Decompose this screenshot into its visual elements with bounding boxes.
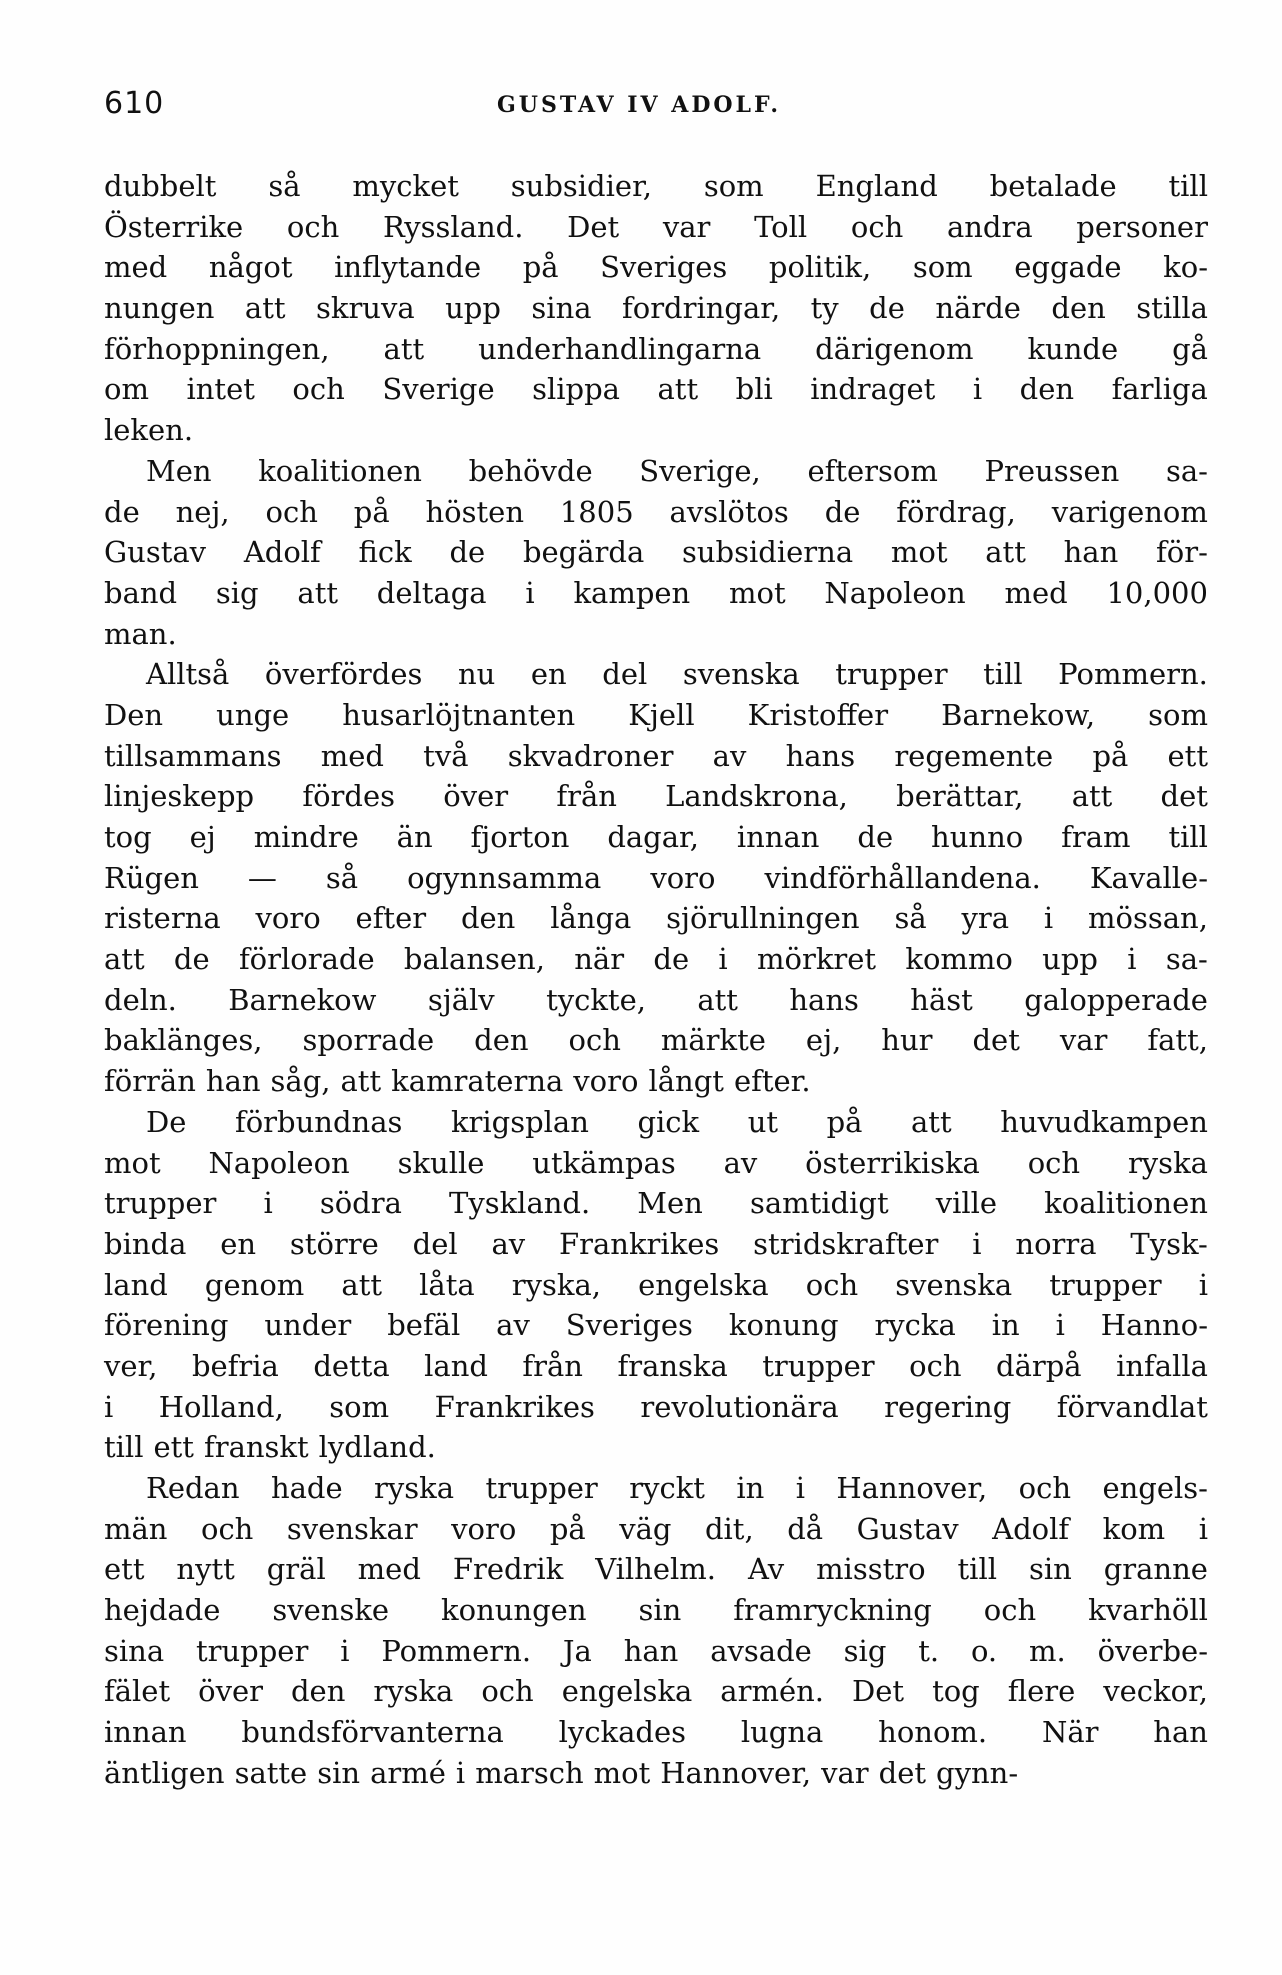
text-line: Den unge husarlöjtnanten Kjell Kristoffer Barnekow, som [104,697,1208,732]
text-line: risterna voro efter den långa sjörullningen så yra i mössan, [104,901,1208,936]
text-line: band sig att deltaga i kampen mot Napoleon med 10,000 [104,575,1208,610]
text-line: med något inflytande på Sveriges politik, som eggade ko- [104,250,1208,285]
text-line: fälet över den ryska och engelska armén. Det tog flere veckor, [104,1674,1208,1709]
text-line: Alltså överfördes nu en del svenska trupper till Pommern. [146,657,1208,692]
text-line: tog ej mindre än fjorton dagar, innan de hunno fram till [104,820,1208,854]
paragraph [104,166,1208,451]
text-line: att de förlorade balansen, när de i mörkret kommo upp i sa- [104,942,1208,977]
text-line: innan bundsförvanterna lyckades lugna honom. När han [104,1715,1208,1750]
text-line: dubbelt så mycket subsidier, som England betalade till [104,169,1208,203]
text-line: baklänges, sporrade den och märkte ej, hur det var fatt, [104,1023,1208,1058]
text-line: sina trupper i Pommern. Ja han avsade sig t. o. m. överbe- [104,1633,1208,1668]
paragraph [104,1102,1208,1468]
text-line: Österrike och Ryssland. Det var Toll och andra personer [104,209,1208,244]
text-line: de nej, och på hösten 1805 avslötos de fördrag, varigenom [104,494,1208,529]
text-line: Men koalitionen behövde Sverige, eftersom Preussen sa- [146,453,1208,488]
paragraph [104,654,1208,1102]
text-line: förhoppningen, att underhandlingarna därigenom kunde gå [104,331,1208,366]
text-line: Redan hade ryska trupper ryckt in i Hannover, och engels- [146,1471,1208,1505]
paragraph [104,451,1208,654]
text-line: linjeskepp fördes över från Landskrona, berättar, att det [104,779,1208,814]
text-line: trupper i södra Tyskland. Men samtidigt ville koalitionen [104,1186,1208,1221]
text-line: nungen att skruva upp sina fordringar, ty de närde den stilla [104,291,1208,326]
page-header [104,86,1208,126]
page-number: 610 [104,86,165,121]
text-line: leken. [104,413,194,448]
text-line: deln. Barnekow själv tyckte, att hans häst galopperade [104,982,1208,1017]
text-line: man. [104,616,177,651]
text-line: ver, befria detta land från franska trupper och därpå infalla [104,1348,1208,1383]
paragraph [104,1468,1208,1794]
text-line: i Holland, som Frankrikes revolutionära regering förvandlat [104,1389,1208,1424]
text-line: tillsammans med två skvadroner av hans regemente på ett [104,738,1208,773]
text-line: förrän han såg, att kamraterna voro långt efter. [104,1064,811,1099]
running-title: GUSTAV IV ADOLF. [497,92,782,118]
text-line: förening under befäl av Sveriges konung rycka in i Hanno- [104,1308,1208,1343]
text-line: Gustav Adolf fick de begärda subsidierna mot att han för- [104,535,1208,570]
text-line: hejdade svenske konungen sin framryckning och kvarhöll [104,1593,1208,1628]
text-line: mot Napoleon skulle utkämpas av österrikiska och ryska [104,1145,1208,1180]
text-line: ett nytt gräl med Fredrik Vilhelm. Av misstro till sin granne [104,1552,1208,1587]
text-line: land genom att låta ryska, engelska och svenska trupper i [104,1267,1208,1302]
text-line: män och svenskar voro på väg dit, då Gustav Adolf kom i [104,1511,1208,1546]
text-line: till ett franskt lydland. [104,1430,436,1465]
text-line: De förbundnas krigsplan gick ut på att huvudkampen [146,1104,1208,1139]
text-line: äntligen satte sin armé i marsch mot Hannover, var det gynn- [104,1755,1019,1790]
text-line: Rügen — så ogynnsamma voro vindförhållandena. Kavalle- [104,860,1208,895]
body-text [104,166,1208,1794]
text-line: om intet och Sverige slippa att bli indraget i den farliga [104,372,1208,407]
text-line: binda en större del av Frankrikes stridskrafter i norra Tysk- [104,1226,1208,1261]
